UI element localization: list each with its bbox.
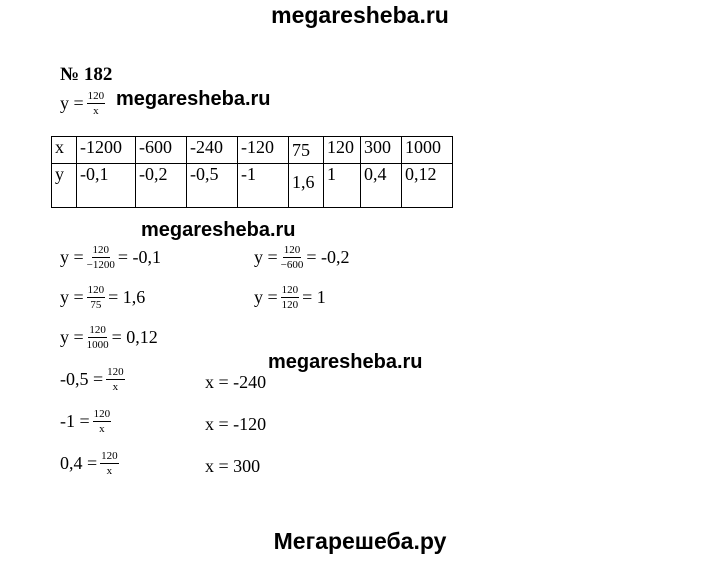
- cell-text: 1,6: [292, 172, 315, 192]
- table-row-x: [52, 137, 453, 164]
- solution-answer: x = -240: [205, 372, 267, 392]
- calc-result: = 1,6: [108, 287, 146, 307]
- fraction-numerator: 120: [92, 244, 110, 256]
- solution-lhs: -1 =: [60, 411, 90, 431]
- formula-lhs: y =: [60, 93, 84, 113]
- solution-equation: [60, 408, 114, 435]
- calc-fraction: [281, 284, 300, 311]
- solution-fraction: [100, 450, 119, 477]
- fraction-numerator: 120: [107, 366, 124, 378]
- solution-answer: x = 300: [205, 456, 261, 476]
- watermark-top: megaresheba.ru: [271, 2, 449, 28]
- calc-lhs: y =: [60, 247, 84, 267]
- calc-lhs: y =: [254, 287, 278, 307]
- watermark-inline: megaresheba.ru: [268, 351, 423, 373]
- fraction-denominator: −1200: [86, 259, 115, 271]
- table-cell: 120: [324, 137, 361, 164]
- table-cell: -0,5: [187, 164, 238, 208]
- fraction-denominator: 120: [281, 299, 299, 311]
- fraction-numerator: 120: [281, 284, 299, 296]
- solution-fraction: [106, 366, 125, 393]
- fraction-denominator: x: [106, 465, 113, 477]
- table-cell: -240: [187, 137, 238, 164]
- fraction-denominator: x: [93, 105, 99, 117]
- fraction-numerator: 120: [87, 90, 105, 102]
- calculation-line: [60, 244, 161, 271]
- function-formula: [60, 90, 108, 117]
- calc-fraction: [87, 284, 106, 311]
- fraction-denominator: 75: [90, 299, 102, 311]
- calc-result: = 1: [302, 287, 326, 307]
- table-cell: y: [52, 164, 77, 208]
- table-row-y: [52, 164, 453, 208]
- fraction-denominator: x: [99, 423, 105, 435]
- watermark-inline: megaresheba.ru: [141, 219, 296, 241]
- table-cell: -120: [238, 137, 289, 164]
- calc-fraction: [281, 244, 304, 271]
- calculation-line: [60, 324, 158, 351]
- fraction-denominator: x: [112, 381, 119, 393]
- table-cell: 300: [361, 137, 402, 164]
- table-cell: [289, 137, 324, 164]
- solution-lhs: 0,4 =: [60, 453, 98, 473]
- solution-lhs: -0,5 =: [60, 369, 104, 389]
- problem-number: № 182: [60, 64, 113, 85]
- fraction-denominator: −600: [280, 259, 304, 271]
- table-cell: [289, 164, 324, 208]
- calc-result: = -0,1: [117, 247, 162, 267]
- fraction-numerator: 120: [89, 324, 106, 336]
- solution-equation: [60, 366, 128, 393]
- fraction-numerator: 120: [101, 450, 118, 462]
- calculation-line: [254, 284, 326, 311]
- calculation-line: [254, 244, 350, 271]
- fraction-numerator: 120: [93, 408, 111, 420]
- calc-fraction: [87, 324, 109, 351]
- table-cell: 1: [324, 164, 361, 208]
- calc-fraction: [87, 244, 115, 271]
- table-cell: -1: [238, 164, 289, 208]
- fraction-numerator: 120: [87, 284, 105, 296]
- table-cell: x: [52, 137, 77, 164]
- values-table: [51, 136, 453, 208]
- calculation-line: [60, 284, 145, 311]
- solution-answer: x = -120: [205, 414, 267, 434]
- calc-lhs: y =: [60, 327, 84, 347]
- table-cell: -1200: [77, 137, 136, 164]
- table-cell: 0,4: [361, 164, 402, 208]
- calc-result: = 0,12: [111, 327, 158, 347]
- formula-fraction: [87, 90, 106, 117]
- table-cell: 1000: [402, 137, 453, 164]
- calc-result: = -0,2: [306, 247, 350, 267]
- watermark-bottom: Мегарешеба.ру: [273, 528, 447, 554]
- watermark-inline: megaresheba.ru: [116, 88, 271, 110]
- fraction-numerator: 120: [283, 244, 301, 256]
- solution-equation: [60, 450, 122, 477]
- cell-text: 75: [292, 140, 310, 160]
- solution-fraction: [93, 408, 112, 435]
- table-cell: -0,2: [136, 164, 187, 208]
- fraction-denominator: 1000: [86, 339, 109, 351]
- table-cell: 0,12: [402, 164, 453, 208]
- table-cell: -600: [136, 137, 187, 164]
- calc-lhs: y =: [60, 287, 84, 307]
- table-cell: -0,1: [77, 164, 136, 208]
- calc-lhs: y =: [254, 247, 278, 267]
